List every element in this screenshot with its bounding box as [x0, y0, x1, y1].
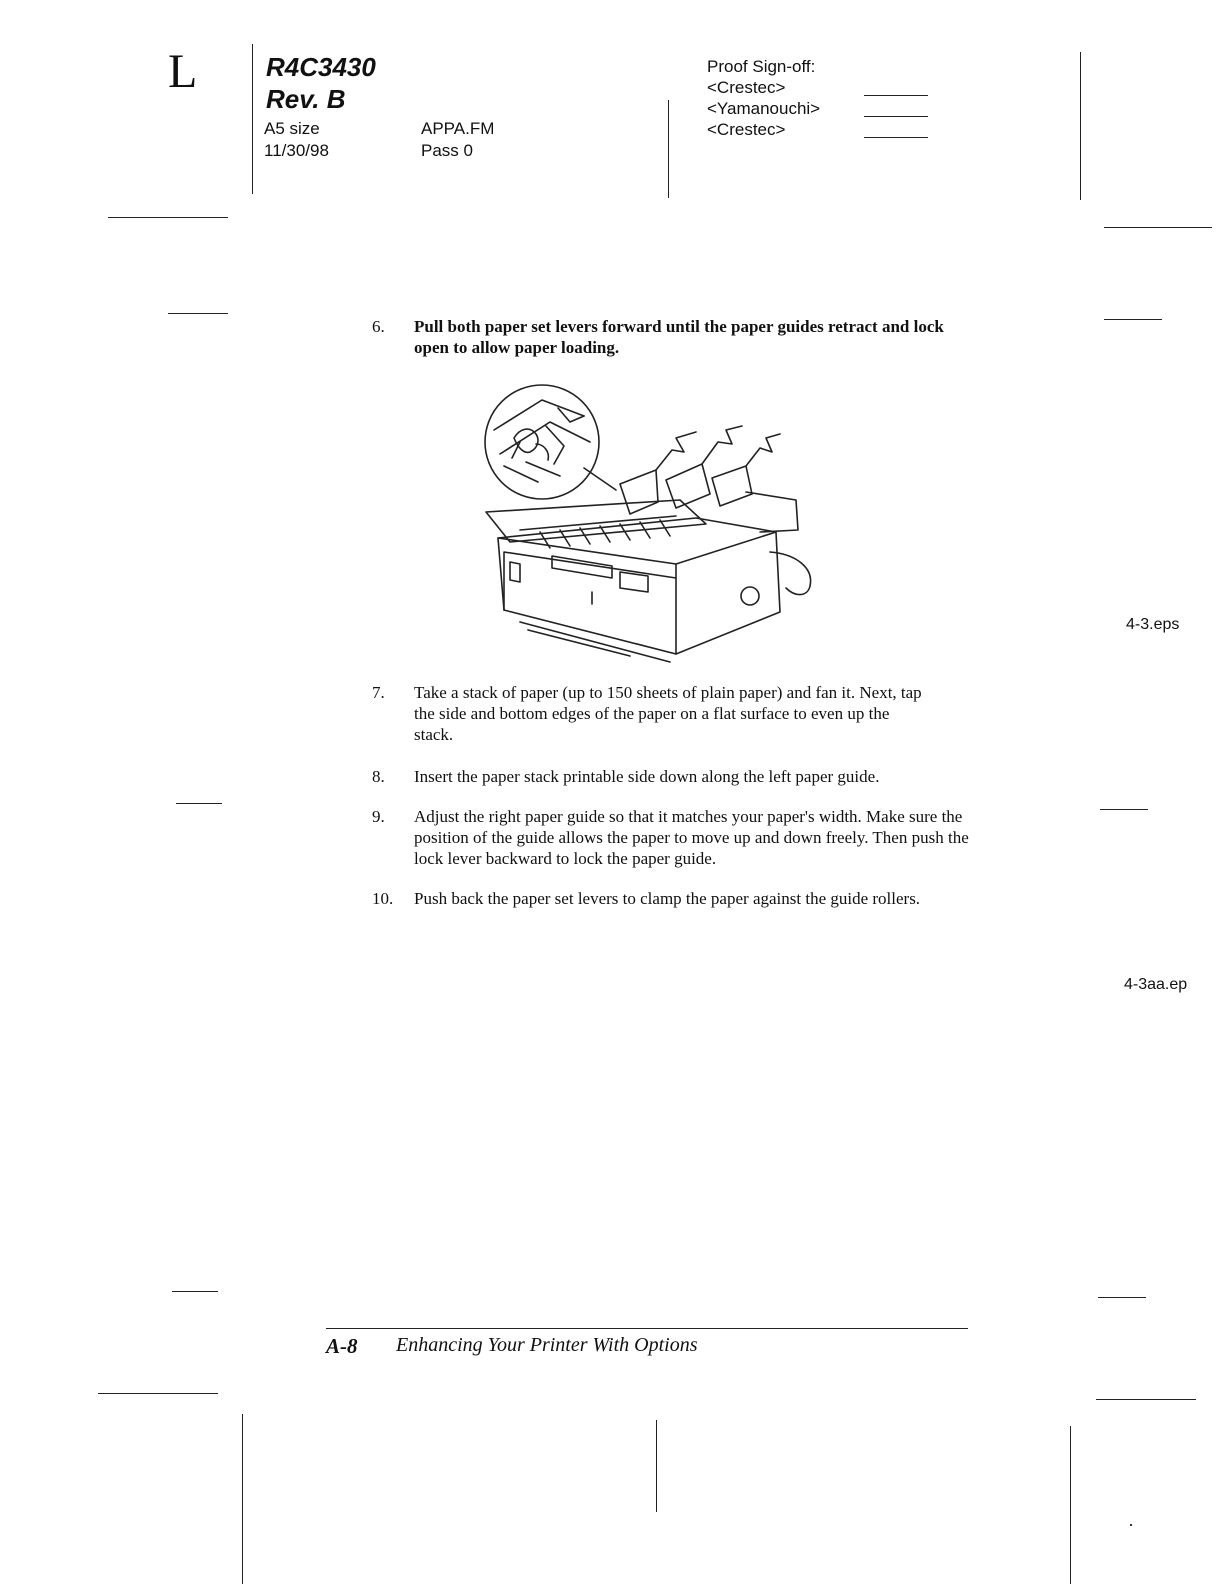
step-7 [372, 682, 972, 745]
step-8 [372, 766, 972, 787]
doc-date: 11/30/98 [264, 141, 329, 160]
printer-illustration [480, 382, 820, 670]
proof-name-2: <Yamanouchi> [707, 99, 821, 118]
inset-leader-line [584, 468, 616, 490]
step-number: 7. [372, 683, 385, 702]
bottom-trim-middle [656, 1420, 657, 1512]
doc-file: APPA.FM [421, 119, 495, 138]
step-number: 10. [372, 889, 394, 908]
signoff-line-1 [864, 95, 928, 96]
detail-inset-circle [485, 385, 599, 499]
doc-pass: Pass 0 [421, 141, 473, 160]
step-9 [372, 806, 972, 869]
proof-name-3: <Crestec> [707, 120, 786, 139]
crop-mark [176, 803, 222, 804]
proof-name-1: <Crestec> [707, 78, 786, 97]
figure-filename-2: 4-3aa.ep [1124, 976, 1188, 993]
crop-mark [108, 217, 228, 218]
crop-mark [1104, 227, 1212, 228]
step-number: 9. [372, 807, 385, 826]
page-number: A-8 [326, 1334, 358, 1358]
step-number: 8. [372, 767, 385, 786]
header-divider-left [252, 44, 253, 194]
crop-mark [172, 1291, 218, 1292]
corner-mark: L [168, 45, 198, 98]
figure-filename-1: 4-3.eps [1126, 616, 1180, 633]
step-text: Take a stack of paper (up to 150 sheets of plain paper) and fan it. Next, tap the side and bottom edges of the paper on a flat surface to even up the stack. [414, 683, 922, 744]
crop-mark [1104, 319, 1162, 320]
speck [1130, 1524, 1132, 1526]
step-text: Insert the paper stack printable side down along the left paper guide. [414, 767, 880, 786]
crop-mark [168, 313, 228, 314]
step-text: Pull both paper set levers forward until the paper guides retract and lock open to allow paper loading. [414, 317, 944, 357]
step-text: Adjust the right paper guide so that it matches your paper's width. Make sure the position of the guide allows the paper to move up and down freely. Then push the lock lever backward to lock the paper guide. [414, 807, 969, 868]
doc-code: R4C3430 [266, 52, 376, 82]
crop-mark [98, 1393, 218, 1394]
proof-signoff-title: Proof Sign-off: [707, 57, 816, 76]
crop-mark [1096, 1399, 1196, 1400]
header-divider-right [1080, 52, 1081, 200]
bottom-trim-right [1070, 1426, 1071, 1584]
revision: Rev. B [266, 84, 346, 114]
paper-guides [620, 426, 798, 532]
chapter-title: Enhancing Your Printer With Options [396, 1334, 698, 1356]
signoff-line-2 [864, 116, 928, 117]
crop-mark [1098, 1297, 1146, 1298]
bottom-trim-left [242, 1414, 243, 1584]
step-6 [372, 316, 972, 358]
paper-tray [486, 500, 706, 548]
footer-rule [326, 1328, 968, 1329]
signoff-line-3 [864, 137, 928, 138]
step-10 [372, 888, 972, 909]
step-number: 6. [372, 317, 385, 336]
header-divider-middle [668, 100, 669, 198]
doc-size: A5 size [264, 119, 320, 138]
crop-mark [1100, 809, 1148, 810]
step-text: Push back the paper set levers to clamp the paper against the guide rollers. [414, 889, 921, 908]
